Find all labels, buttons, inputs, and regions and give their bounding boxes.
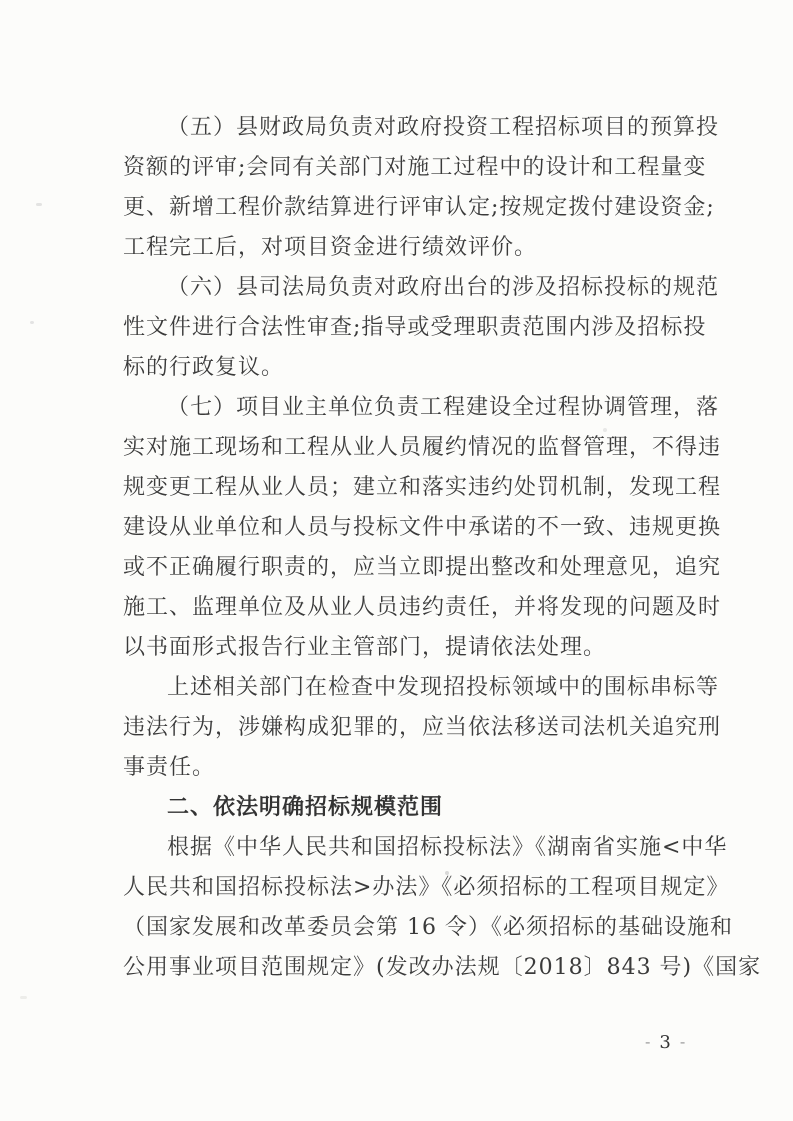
- text-line: 根据《中华人民共和国招标投标法》《湖南省实施<中华: [167, 835, 728, 860]
- page-number-left-dash: -: [645, 1031, 651, 1051]
- text-line: 资额的评审;会同有关部门对施工过程中的设计和工程量变: [123, 155, 707, 180]
- text-line: 违法行为，涉嫌构成犯罪的，应当依法移送司法机关追究刑: [123, 715, 722, 740]
- text-line: 性文件进行合法性审查;指导或受理职责范围内涉及招标投: [123, 315, 707, 340]
- text-line: 以书面形式报告行业主管部门，提请依法处理。: [123, 635, 607, 660]
- text-line: 事责任。: [123, 755, 216, 780]
- page-footer: [645, 1028, 685, 1056]
- text-line: 人民共和国招标投标法>办法》《必须招标的工程项目规定》: [123, 875, 730, 900]
- text-line: 建设从业单位和人员与投标文件中承诺的不一致、违规更换: [123, 515, 722, 540]
- scan-speck: [603, 428, 607, 432]
- text-line: 更、新增工程价款结算进行评审认定;按规定拨付建设资金;: [123, 195, 715, 220]
- text-line: （国家发展和改革委员会第 16 令）《必须招标的基础设施和: [123, 915, 733, 940]
- section-heading: 二、依法明确招标规模范围: [167, 795, 444, 820]
- text-line: （六）县司法局负责对政府出台的涉及招标投标的规范: [167, 275, 720, 300]
- text-line: （七）项目业主单位负责工程建设全过程协调管理，落: [167, 395, 720, 420]
- scan-speck: [445, 871, 449, 875]
- text-line: 规变更工程从业人员；建立和落实违约处罚机制，发现工程: [123, 475, 722, 500]
- text-line: 工程完工后，对项目资金进行绩效评价。: [123, 235, 538, 260]
- text-line: 或不正确履行职责的，应当立即提出整改和处理意见，追究: [123, 555, 722, 580]
- text-line: 施工、监理单位及从业人员违约责任，并将发现的问题及时: [123, 595, 722, 620]
- page-number: 3: [659, 1031, 671, 1053]
- page-number-right-dash: -: [679, 1031, 686, 1051]
- text-line: 标的行政复议。: [123, 355, 285, 380]
- text-line: （五）县财政局负责对政府投资工程招标项目的预算投: [167, 115, 720, 140]
- text-line: 公用事业项目范围规定》(发改办法规〔2018〕843 号)《国家: [123, 955, 762, 980]
- document-body: [123, 108, 762, 988]
- scan-speck: [36, 203, 42, 206]
- scan-speck: [30, 321, 34, 324]
- text-line: 上述相关部门在检查中发现招投标领域中的围标串标等: [167, 675, 720, 700]
- scan-speck: [20, 996, 27, 999]
- text-line: 实对施工现场和工程从业人员履约情况的监督管理，不得违: [123, 435, 722, 460]
